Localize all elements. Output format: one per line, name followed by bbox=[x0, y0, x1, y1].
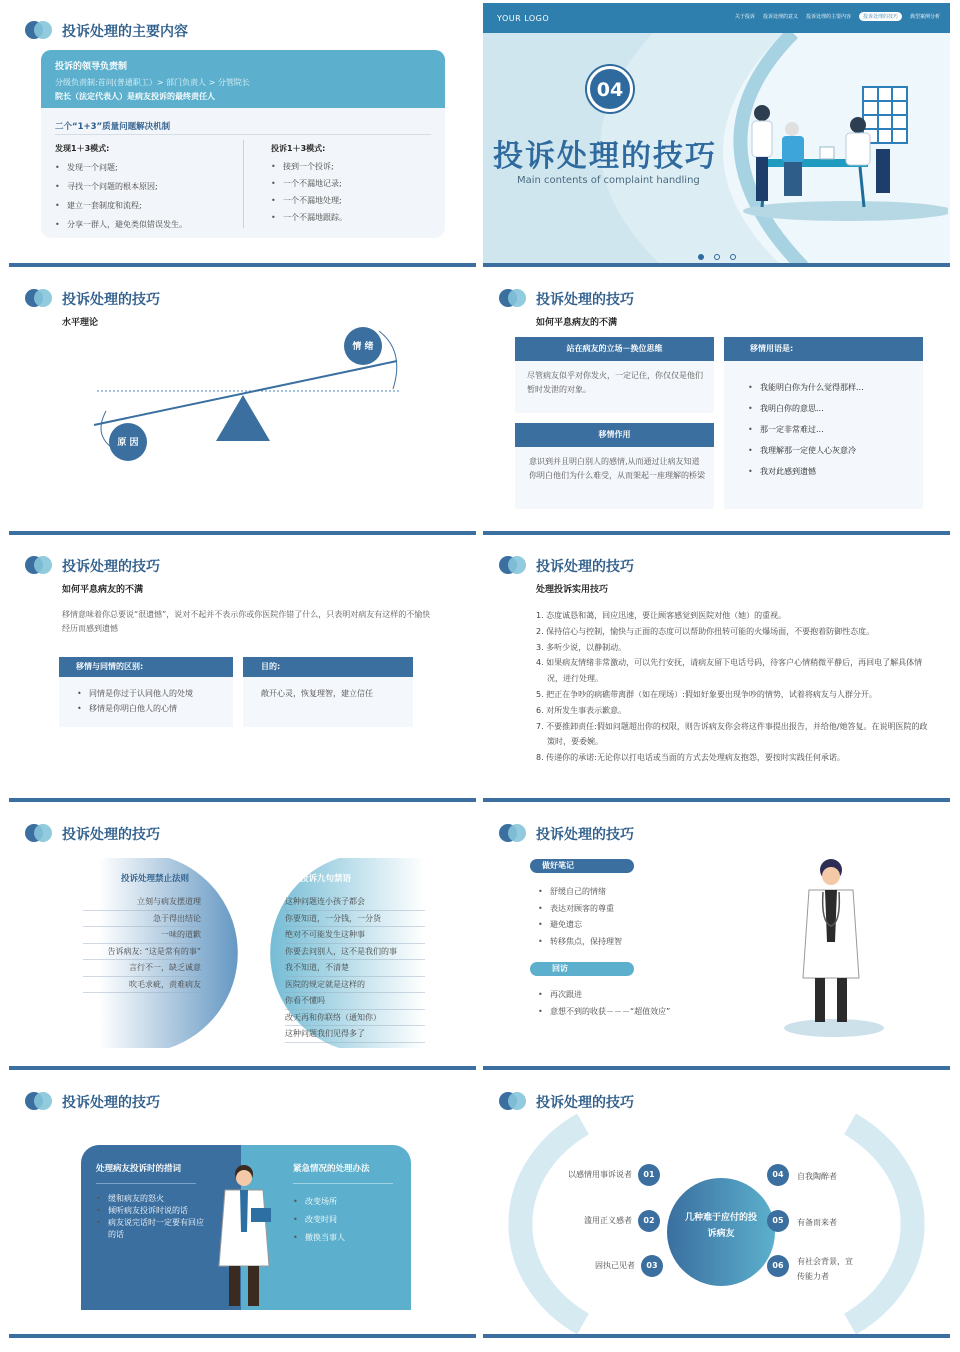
slide-5 bbox=[9, 538, 476, 802]
slide-title: 投诉处理的技巧 bbox=[62, 292, 160, 308]
type-label: 自我陶醉者 bbox=[797, 1172, 837, 1181]
phrases-card bbox=[724, 337, 923, 509]
nav-item[interactable]: 投诉处理的意义 bbox=[762, 14, 798, 20]
emotion-label: 情 绪 bbox=[352, 342, 374, 352]
venn-item: 吹毛求疵，责难病友 bbox=[83, 977, 201, 994]
box-title: 移情与同情的区别: bbox=[59, 657, 233, 677]
list-item: • 一个不漏地记录; bbox=[271, 175, 347, 192]
difference-list bbox=[77, 686, 193, 716]
card-title: 移情用语是: bbox=[724, 337, 923, 361]
purpose-box bbox=[243, 657, 413, 727]
mechanism-title: 二个“1+3”质量问题解决机制 bbox=[55, 122, 171, 132]
venn-item: 医院的规定就是这样的 bbox=[285, 977, 425, 994]
notes-tag: 做好笔记 bbox=[530, 859, 634, 873]
slide-subtitle: 处理投诉实用技巧 bbox=[536, 585, 609, 595]
forbidden-phrases-list bbox=[285, 894, 425, 1043]
intro-text: 移情意味着你总要说“很遗憾”，说对不起并不表示你或你医院作错了什么，只表明对病友有这样的不愉快经历而感到遗憾 bbox=[62, 610, 431, 633]
slide-title: 投诉处理的技巧 bbox=[536, 827, 634, 843]
slide-title: 投诉处理的技巧 bbox=[536, 292, 634, 308]
tip-item: 3. 多听少说，以静制动。 bbox=[536, 642, 627, 652]
reason-bubble bbox=[109, 423, 147, 461]
tip-item: 8. 传递你的承诺:无论你以打电话或当面的方式去处理病友抱怨，要按时实践任何承诺。 bbox=[536, 753, 845, 763]
type-number-badge: 05 bbox=[767, 1210, 789, 1232]
right-venn-title: 处理投诉九句禁语 bbox=[283, 874, 352, 884]
carousel-dot[interactable] bbox=[698, 254, 704, 260]
slide-9 bbox=[9, 1074, 476, 1338]
doctor-illustration bbox=[779, 852, 889, 1042]
slide-subtitle: 如何平息病友的不满 bbox=[536, 318, 618, 328]
header-dots-icon bbox=[25, 824, 53, 842]
left-mode-title: 发现1＋3模式: bbox=[55, 144, 110, 153]
slide-title: 投诉处理的技巧 bbox=[62, 559, 160, 575]
carousel-dot[interactable] bbox=[730, 254, 736, 260]
list-item: • 接到一个投诉; bbox=[271, 158, 347, 175]
slide-subtitle: 水平理论 bbox=[62, 318, 99, 328]
type-number-badge: 03 bbox=[641, 1255, 663, 1277]
list-item: • 病友说完话时一定要有回应的话 bbox=[96, 1217, 206, 1241]
slide-title: 投诉处理的技巧 bbox=[62, 827, 160, 843]
box-title: 目的: bbox=[243, 657, 413, 677]
section-number-badge bbox=[587, 66, 633, 112]
seesaw-diagram bbox=[9, 311, 476, 511]
slide-4 bbox=[483, 271, 950, 535]
cover-subtitle: Main contents of complaint handling bbox=[517, 175, 700, 186]
list-item: • 缓和病友的怒火 bbox=[96, 1193, 206, 1205]
list-item: • 我明白你的意思... bbox=[748, 398, 864, 419]
emotion-bubble bbox=[344, 327, 382, 365]
venn-item: 一味的道歉 bbox=[83, 927, 201, 944]
tip-item: 2. 保持信心与控制，愉快与正面的态度可以帮助你扭转可能的火爆场面，不要抱着防御性态度。 bbox=[536, 626, 875, 636]
list-item: • 倾听病友投诉时说的话 bbox=[96, 1205, 206, 1217]
list-item: • 转移焦点，保持理智 bbox=[538, 934, 622, 951]
list-item: • 舒缓自己的情绪 bbox=[538, 884, 622, 901]
list-item: • 避免遗忘 bbox=[538, 917, 622, 934]
list-item: • 那一定非常难过... bbox=[748, 419, 864, 440]
tip-item: 6. 对所发生事表示歉意。 bbox=[536, 705, 627, 715]
header-dots-icon bbox=[499, 556, 527, 574]
list-item: • 寻找一个问题的根本原因; bbox=[55, 177, 187, 196]
slide-title: 投诉处理的主要内容 bbox=[62, 24, 188, 40]
slide-1 bbox=[9, 3, 476, 267]
logo: YOUR LOGO bbox=[497, 14, 550, 23]
venn-item: 急于得出结论 bbox=[83, 911, 201, 928]
emergency-list bbox=[293, 1193, 345, 1247]
header-dots-icon bbox=[25, 1092, 53, 1110]
mechanism-box bbox=[41, 108, 445, 238]
tip-item: 1. 态度诚恳和蔼，回应迅速，要让顾客感觉到医院对他（她）的重视。 bbox=[536, 611, 787, 620]
type-number-badge: 01 bbox=[638, 1164, 660, 1186]
list-item: • 一个不漏地处理; bbox=[271, 192, 347, 209]
type-label: 以感情用事诉说者 bbox=[568, 1170, 632, 1179]
leader-box-line1: 分级负责制:首问(普通职工）> 部门负责人 > 分管院长 bbox=[55, 78, 250, 87]
header-dots-icon bbox=[25, 289, 53, 307]
venn-item: 你要去问别人，这不是我们的事 bbox=[285, 944, 425, 961]
list-item: • 改变时间 bbox=[293, 1211, 345, 1229]
header-dots-icon bbox=[499, 824, 527, 842]
list-item: • 我能明白你为什么觉得那样... bbox=[748, 377, 864, 398]
venn-item: 我不知道，不清楚 bbox=[285, 960, 425, 977]
header-dots-icon bbox=[25, 21, 53, 39]
venn-item: 言行不一，缺乏诚意 bbox=[83, 960, 201, 977]
revisit-list bbox=[538, 986, 670, 1020]
slide-title: 投诉处理的技巧 bbox=[536, 1095, 634, 1111]
section-number: 04 bbox=[596, 79, 624, 101]
slide-8 bbox=[483, 806, 950, 1070]
venn-item: 这种问题我们见得多了 bbox=[285, 1026, 425, 1043]
list-item: • 发现一个问题; bbox=[55, 158, 187, 177]
type-number-badge: 04 bbox=[767, 1164, 789, 1186]
slide-7 bbox=[9, 806, 476, 1070]
phrases-list bbox=[748, 377, 864, 482]
transference-card bbox=[515, 423, 714, 509]
slide-title: 投诉处理的技巧 bbox=[62, 1095, 160, 1111]
left-venn-title: 投诉处理禁止法则 bbox=[121, 874, 190, 884]
nav-item[interactable]: 关于投诉 bbox=[734, 14, 755, 20]
tip-item: 4. 如果病友情绪非常激动，可以先行安抚，请病友留下电话号码，待客户心情稍微平静后，再回电了解具体情况，进行处理。 bbox=[536, 658, 923, 684]
list-item: • 改变场所 bbox=[293, 1193, 345, 1211]
header-dots-icon bbox=[499, 289, 527, 307]
slide-title: 投诉处理的技巧 bbox=[536, 559, 634, 575]
leader-box-line2: 院长（法定代表人）是病友投诉的最终责任人 bbox=[55, 92, 215, 101]
left-mode-list bbox=[55, 158, 187, 234]
panel-title: 紧急情况的处理办法 bbox=[293, 1164, 370, 1174]
list-item: • 撤换当事人 bbox=[293, 1229, 345, 1247]
header-dots-icon bbox=[25, 556, 53, 574]
list-item: • 建立一套制度和流程; bbox=[55, 196, 187, 215]
leader-box-title: 投诉的领导负责制 bbox=[55, 62, 128, 72]
card-text: 意识到并且明白别人的感情,从而通过让病友知道你明白他们为什么难受，从而架起一座理解的桥梁 bbox=[529, 457, 705, 480]
slide-10 bbox=[483, 1074, 950, 1338]
revisit-tag: 回访 bbox=[530, 962, 634, 976]
leader-box bbox=[41, 50, 445, 108]
empathy-card bbox=[515, 337, 714, 413]
doctor-illustration bbox=[209, 1162, 279, 1312]
list-item: • 再次跟进 bbox=[538, 986, 670, 1003]
panel-title: 处理病友投诉时的措词 bbox=[96, 1164, 182, 1174]
top-nav bbox=[735, 12, 940, 21]
venn-item: 立刻与病友摆道理 bbox=[83, 894, 201, 911]
card-text: 尽管病友似乎对你发火，一定记住，你仅仅是他们暂时发泄的对象。 bbox=[527, 371, 703, 394]
difference-box bbox=[59, 657, 233, 727]
venn-item: 你要知道，一分钱，一分货 bbox=[285, 911, 425, 928]
list-item: • 同情是你过于认同他人的处境 bbox=[77, 686, 193, 701]
venn-item: 改天再和你联络（通知你） bbox=[285, 1010, 425, 1027]
type-label: 有社会背景，宣传能力者 bbox=[797, 1257, 853, 1281]
list-item: • 我理解那一定使人心灰意冷 bbox=[748, 440, 864, 461]
wording-list bbox=[96, 1193, 206, 1241]
type-label: 固执己见者 bbox=[595, 1261, 635, 1270]
purpose-text: 敞开心灵，恢复理智，建立信任 bbox=[261, 689, 373, 698]
carousel-dot[interactable] bbox=[714, 254, 720, 260]
slide-2 bbox=[483, 3, 950, 267]
slide-subtitle: 如何平息病友的不满 bbox=[62, 585, 144, 595]
carousel-dots[interactable] bbox=[698, 254, 736, 260]
type-label: 有备而来者 bbox=[797, 1218, 837, 1227]
card-title: 移情作用 bbox=[515, 423, 714, 447]
forbidden-rules-list bbox=[83, 894, 201, 993]
list-item: • 表达对顾客的尊重 bbox=[538, 901, 622, 918]
slide-6 bbox=[483, 538, 950, 802]
type-number-badge: 06 bbox=[767, 1255, 789, 1277]
list-item: • 分享一群人，避免类似错误发生。 bbox=[55, 215, 187, 234]
center-title: 几种难于应付的投诉病友 bbox=[684, 1213, 757, 1239]
tip-item: 5. 把正在争吵的病礁带离群（如在现场）:假如好象要出现争吵的情势，试着将病友与人群分开。 bbox=[536, 689, 877, 699]
venn-item: 绝对不可能发生这种事 bbox=[285, 927, 425, 944]
card-title: 站在病友的立场－换位思维 bbox=[515, 337, 714, 361]
nav-item[interactable]: 投诉处理的主要内容 bbox=[805, 14, 851, 20]
venn-item: 你看不懂吗 bbox=[285, 993, 425, 1010]
venn-item: 这种问题连小孩子都会 bbox=[285, 894, 425, 911]
reason-label: 原 因 bbox=[117, 438, 139, 448]
list-item: • 移情是你明白他人的心情 bbox=[77, 701, 193, 716]
nav-item[interactable]: 典型案例分析 bbox=[909, 14, 940, 20]
right-mode-title: 投诉1＋3模式: bbox=[271, 144, 326, 153]
doctors-meeting-illustration bbox=[728, 83, 948, 223]
type-label: 滥用正义感者 bbox=[584, 1216, 632, 1225]
cover-title: 投诉处理的技巧 bbox=[493, 139, 717, 174]
tips-list bbox=[536, 608, 928, 766]
list-item: • 一个不漏地跟踪。 bbox=[271, 209, 347, 226]
right-mode-list bbox=[271, 158, 347, 226]
nav-item[interactable]: 投诉处理的技巧 bbox=[859, 12, 902, 21]
notes-list bbox=[538, 884, 622, 950]
tip-item: 7. 不要推卸责任:假如问题超出你的权限，则告诉病友你会将这件事提出报告，并给他/她答复。在说明医院的政策时，要委婉。 bbox=[536, 721, 928, 747]
list-item: • 我对此感到遗憾 bbox=[748, 461, 864, 482]
type-number-badge: 02 bbox=[638, 1210, 660, 1232]
list-item: • 意想不到的收获－－－“超值效应” bbox=[538, 1003, 670, 1020]
header-dots-icon bbox=[499, 1092, 527, 1110]
slide-3 bbox=[9, 271, 476, 535]
venn-item: 告诉病友: “这是常有的事” bbox=[83, 944, 201, 961]
